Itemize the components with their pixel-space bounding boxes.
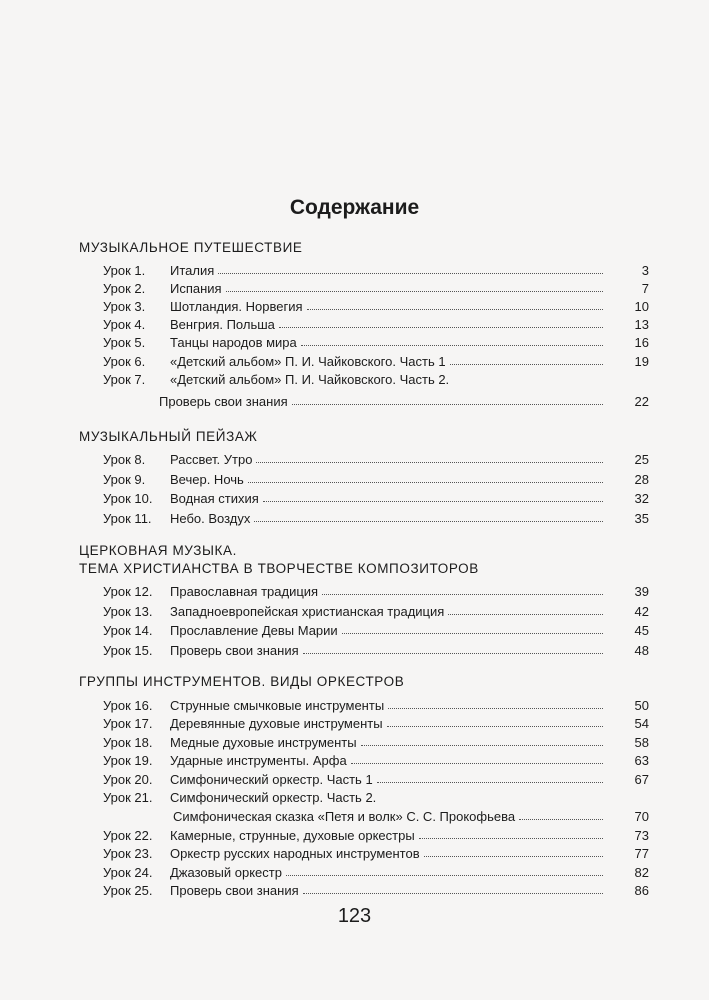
dot-leader bbox=[286, 875, 603, 876]
lesson-title: Симфоническая сказка «Петя и волк» С. С. Прокофьева bbox=[173, 809, 516, 825]
toc-entry[interactable] bbox=[103, 450, 649, 467]
lesson-number: Урок 7. bbox=[103, 371, 146, 387]
page-ref: 42 bbox=[634, 603, 649, 619]
lesson-title: Симфонический оркестр. Часть 2. bbox=[170, 790, 377, 805]
dot-leader bbox=[263, 501, 603, 502]
toc-entry[interactable] bbox=[103, 751, 649, 768]
lesson-title: Деревянные духовые инструменты bbox=[170, 716, 383, 732]
toc-entry[interactable] bbox=[103, 770, 649, 787]
lesson-number: Урок 5. bbox=[103, 335, 146, 351]
dot-leader bbox=[218, 273, 603, 274]
lesson-title: Венгрия. Польша bbox=[170, 317, 275, 333]
toc-entry[interactable] bbox=[103, 602, 649, 619]
lesson-title: Джазовый оркестр bbox=[170, 864, 282, 880]
lesson-title: Шотландия. Норвегия bbox=[170, 299, 303, 315]
lesson-title: Западноевропейская христианская традиция bbox=[170, 603, 445, 619]
page-title: Содержание bbox=[289, 196, 420, 219]
page-ref: 54 bbox=[634, 716, 649, 732]
lesson-title: Танцы народов мира bbox=[170, 335, 297, 351]
dot-leader bbox=[342, 633, 603, 634]
lesson-title: Водная стихия bbox=[170, 491, 259, 506]
lesson-number: Урок 25. bbox=[103, 883, 153, 898]
toc-entry[interactable] bbox=[103, 370, 649, 387]
page-ref: 50 bbox=[634, 698, 649, 713]
dot-leader bbox=[248, 482, 603, 483]
toc-entry[interactable] bbox=[103, 863, 649, 880]
page-ref: 67 bbox=[634, 771, 649, 787]
dot-leader bbox=[254, 521, 603, 522]
page-ref: 35 bbox=[634, 510, 649, 526]
page-ref: 28 bbox=[634, 471, 649, 487]
lesson-title: Оркестр русских народных инструментов bbox=[170, 846, 420, 862]
page-ref: 77 bbox=[634, 846, 649, 862]
dot-leader bbox=[387, 726, 603, 727]
toc-entry[interactable] bbox=[103, 315, 649, 332]
lesson-title: Испания bbox=[170, 281, 222, 297]
lesson-title: Прославление Девы Марии bbox=[170, 623, 338, 638]
toc-entry[interactable] bbox=[103, 392, 649, 409]
page-ref: 63 bbox=[634, 753, 649, 769]
page-ref: 16 bbox=[634, 335, 649, 351]
dot-leader bbox=[303, 893, 603, 894]
toc-entry[interactable] bbox=[103, 844, 649, 861]
toc-entry[interactable] bbox=[103, 582, 649, 599]
toc-entry[interactable] bbox=[103, 470, 649, 487]
page-ref: 10 bbox=[634, 299, 649, 315]
lesson-title: Проверь свои знания bbox=[170, 642, 299, 658]
lesson-number: Урок 19. bbox=[103, 753, 153, 769]
toc-entry[interactable] bbox=[103, 733, 649, 750]
dot-leader bbox=[519, 819, 603, 820]
toc-entry[interactable] bbox=[103, 261, 649, 278]
page-ref: 19 bbox=[634, 353, 649, 369]
section-heading: ГРУППЫ ИНСТРУМЕНТОВ. ВИДЫ ОРКЕСТРОВ bbox=[79, 674, 405, 689]
lesson-title: Камерные, струнные, духовые оркестры bbox=[170, 827, 415, 843]
lesson-number: Урок 21. bbox=[103, 790, 153, 805]
lesson-number: Урок 8. bbox=[103, 452, 146, 467]
lesson-title: Проверь свои знания bbox=[159, 393, 288, 409]
dot-leader bbox=[419, 838, 603, 839]
lesson-number: Урок 12. bbox=[103, 584, 153, 599]
toc-entry[interactable] bbox=[103, 297, 649, 314]
toc-entry[interactable] bbox=[103, 489, 649, 506]
lesson-number: Урок 1. bbox=[103, 263, 146, 278]
dot-leader bbox=[388, 708, 603, 709]
dot-leader bbox=[322, 594, 603, 595]
lesson-title: Ударные инструменты. Арфа bbox=[170, 753, 347, 769]
section-heading: МУЗЫКАЛЬНОЕ ПУТЕШЕСТВИЕ bbox=[79, 240, 303, 255]
dot-leader bbox=[301, 345, 603, 346]
lesson-number: Урок 14. bbox=[103, 623, 153, 638]
page-ref: 73 bbox=[634, 827, 649, 843]
page-ref: 3 bbox=[641, 263, 649, 278]
toc-entry[interactable] bbox=[103, 826, 649, 843]
dot-leader bbox=[377, 782, 603, 783]
toc-entry[interactable] bbox=[103, 621, 649, 638]
toc-entry[interactable] bbox=[103, 279, 649, 296]
lesson-title: Медные духовые инструменты bbox=[170, 734, 357, 750]
lesson-title: Рассвет. Утро bbox=[170, 452, 253, 467]
lesson-number: Урок 18. bbox=[103, 734, 153, 750]
lesson-number: Урок 2. bbox=[103, 281, 146, 297]
page-ref: 82 bbox=[634, 864, 649, 880]
dot-leader bbox=[226, 291, 603, 292]
lesson-number: Урок 3. bbox=[103, 299, 146, 315]
lesson-number: Урок 17. bbox=[103, 716, 153, 732]
toc-entry[interactable] bbox=[103, 807, 649, 824]
section-heading: ТЕМА ХРИСТИАНСТВА В ТВОРЧЕСТВЕ КОМПОЗИТОРОВ bbox=[79, 561, 479, 576]
toc-entry[interactable] bbox=[103, 641, 649, 658]
lesson-number: Урок 13. bbox=[103, 603, 153, 619]
page-ref: 25 bbox=[634, 452, 649, 467]
page-number: 123 bbox=[337, 905, 372, 927]
lesson-number: Урок 9. bbox=[103, 471, 146, 487]
toc-entry[interactable] bbox=[103, 333, 649, 350]
dot-leader bbox=[303, 653, 603, 654]
lesson-title: «Детский альбом» П. И. Чайковского. Часть 1 bbox=[170, 353, 446, 369]
lesson-number: Урок 6. bbox=[103, 353, 146, 369]
lesson-number: Урок 22. bbox=[103, 827, 153, 843]
lesson-number: Урок 11. bbox=[103, 510, 152, 526]
toc-entry[interactable] bbox=[103, 881, 649, 898]
dot-leader bbox=[351, 763, 603, 764]
dot-leader bbox=[448, 614, 603, 615]
dot-leader bbox=[424, 856, 603, 857]
page-ref: 32 bbox=[634, 491, 649, 506]
dot-leader bbox=[279, 327, 603, 328]
lesson-number: Урок 16. bbox=[103, 698, 153, 713]
lesson-title: Струнные смычковые инструменты bbox=[170, 698, 385, 713]
page-ref: 13 bbox=[634, 317, 649, 333]
dot-leader bbox=[307, 309, 603, 310]
lesson-title: Проверь свои знания bbox=[170, 883, 299, 898]
dot-leader bbox=[256, 462, 603, 463]
page-ref: 39 bbox=[634, 584, 649, 599]
lesson-title: Симфонический оркестр. Часть 1 bbox=[170, 771, 373, 787]
lesson-number: Урок 23. bbox=[103, 846, 153, 862]
lesson-number: Урок 4. bbox=[103, 317, 146, 333]
page-ref: 58 bbox=[634, 734, 649, 750]
page-ref: 7 bbox=[641, 281, 649, 297]
toc-entry[interactable] bbox=[103, 352, 649, 369]
lesson-title: Православная традиция bbox=[170, 584, 319, 599]
dot-leader bbox=[292, 404, 603, 405]
toc-entry[interactable] bbox=[103, 788, 649, 805]
toc-entry[interactable] bbox=[103, 696, 649, 713]
lesson-number: Урок 15. bbox=[103, 642, 153, 658]
dot-leader bbox=[361, 745, 603, 746]
section-heading: ЦЕРКОВНАЯ МУЗЫКА. bbox=[79, 543, 237, 558]
toc-entry[interactable] bbox=[103, 714, 649, 731]
lesson-number: Урок 24. bbox=[103, 864, 153, 880]
page-ref: 22 bbox=[634, 393, 649, 409]
lesson-title: Вечер. Ночь bbox=[170, 471, 244, 487]
section-heading: МУЗЫКАЛЬНЫЙ ПЕЙЗАЖ bbox=[79, 429, 258, 444]
page-ref: 48 bbox=[634, 642, 649, 658]
lesson-title: Италия bbox=[170, 263, 215, 278]
page-ref: 45 bbox=[634, 623, 649, 638]
dot-leader bbox=[450, 364, 603, 365]
page-ref: 70 bbox=[634, 809, 649, 825]
lesson-title: «Детский альбом» П. И. Чайковского. Часть 2. bbox=[170, 371, 450, 387]
page-ref: 86 bbox=[634, 883, 649, 898]
lesson-number: Урок 10. bbox=[103, 491, 153, 506]
toc-entry[interactable] bbox=[103, 509, 649, 526]
lesson-number: Урок 20. bbox=[103, 771, 153, 787]
lesson-title: Небо. Воздух bbox=[170, 510, 251, 526]
